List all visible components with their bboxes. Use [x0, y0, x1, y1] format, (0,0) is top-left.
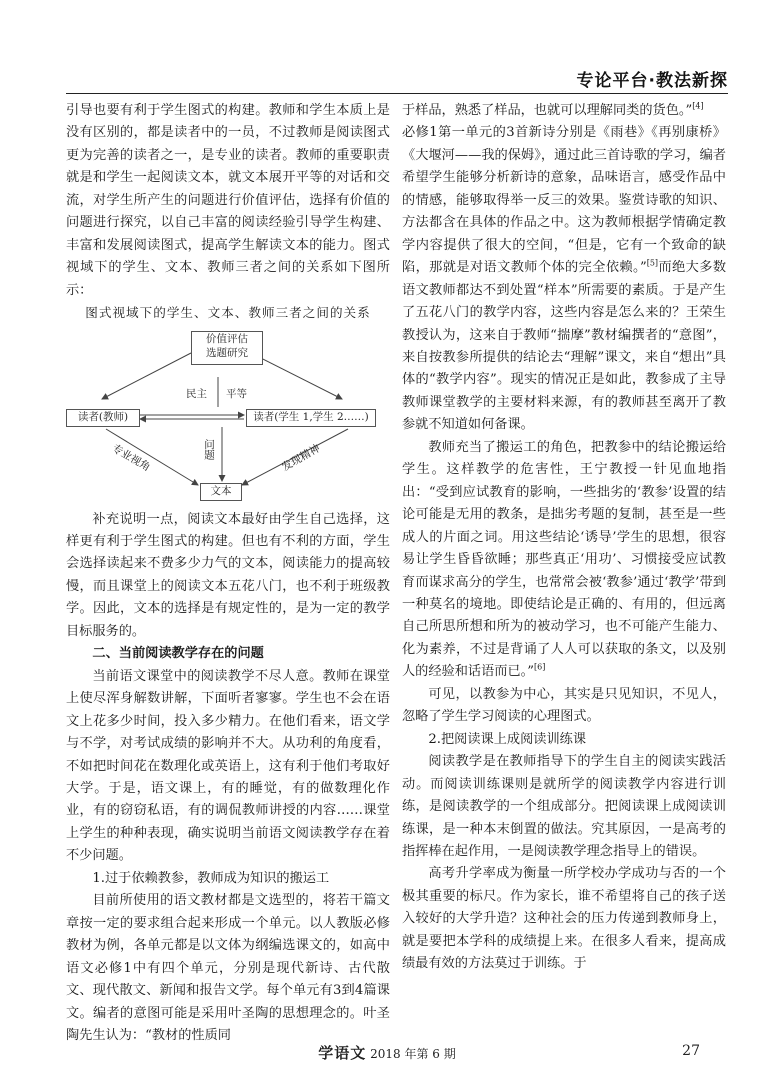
diagram-label-discovery-spirit: 发现精神	[279, 441, 323, 474]
text-run: 于样品，熟悉了样品，也就可以理解同类的货色。”	[402, 103, 693, 118]
diagram-label-equality: 平等	[226, 387, 247, 400]
figure-caption: 图式视域下的学生、文本、教师三者之间的关系	[85, 305, 371, 321]
diagram-label-problem: 问题	[203, 438, 215, 460]
left-column	[66, 100, 390, 1047]
page-number: 27	[682, 1043, 700, 1059]
paragraph: 目前所使用的语文教材都是文选型的，将若干篇文章按一定的要求组合起来形成一个单元。以人教版必修教材为例，各单元都是以文体为纲编选课文的，如高中语文必修1中有四个单元，分别是现代新诗、古代散文、现代散文、新闻和报告文学。每个单元有3到4篇课文。编者的意图可能是采用叶圣陶的思想理念的。叶圣陶先生认为：“教材的性质同	[66, 893, 390, 1043]
subsection-heading: 1.过于依赖教参，教师成为知识的搬运工	[92, 870, 330, 886]
footer	[0, 1042, 774, 1063]
paragraph	[402, 100, 726, 437]
text-run: 教师充当了搬运工的角色，把教参中的结论搬运给学生。这样教学的危害性，王宁教授一针见血地指出：“受到应试教育的影响，一些拙劣的‘教参’设置的结论可能是无用的教条，是拙劣考题的复制，甚至是一些成人的片面之词。用这些结论‘诱导’学生的思想，很容易让学生昏昏欲睡；那些真正‘用功’、习惯接受应试教育而谋求高分的学生，也常常会被‘教参’通过‘教学’带到一种莫名的境地。即使结论是正确的、有用的，但远离自己所思所想和所为的被动学习，也不可能产生能力、化为素养，不过是背诵了人人可以获取的条文，以及别人的经验和话语而已。”	[402, 439, 726, 680]
paragraph	[402, 437, 726, 684]
diagram-box-bottom: 文本	[200, 483, 242, 501]
paragraph: 可见，以教参为中心，其实是只见知识，不见人，忽略了学生学习阅读的心理图式。	[402, 686, 726, 725]
paragraph: 阅读教学是在教师指导下的学生自主的阅读实践活动。而阅读训练课则是就所学的阅读教学内容进行训练，是阅读教学的一个组成部分。把阅读课上成阅读训练课，是一种本末倒置的做法。究其原因，一是高考的指挥棒在起作用，一是阅读教学理念指导上的错误。	[402, 754, 726, 859]
diagram-box-left: 读者(教师)	[66, 409, 140, 427]
diagram-label: 价值评估	[206, 332, 248, 345]
header-rule	[66, 93, 728, 94]
right-column	[402, 100, 726, 976]
issue-info: 2018 年第 6 期	[370, 1047, 456, 1061]
text-run: 而绝大多数语文教师都达不到处置“样本”所需要的素质。于是产生了五花八门的教学内容，这些内容是怎么来的？王荣生教授认为，这来自于教师“揣摩”教材编撰者的“意图”，来自按教参所提供的结论去“理解”课文，来自“想出”具体的“教学内容”。现实的情况正是如此，教参成了主导教师课堂教学的主要材料来源，有的教师甚至离开了教参就不知道如何备课。	[402, 260, 727, 433]
running-header: 专论平台·教法新探	[576, 71, 728, 91]
diagram-label-professional-view: 专业视角	[109, 441, 153, 474]
section-heading: 二、当前阅读教学存在的问题	[92, 646, 264, 662]
citation: [4]	[692, 101, 704, 111]
diagram-box-top	[191, 331, 263, 365]
text-run: 必修1第一单元的3首新诗分别是《雨巷》《再别康桥》《大堰河——我的保姆》，通过此三首诗歌的学习，编者希望学生能够分析新诗的意象，品味语言，感受作品中的情感，能够取得举一反三的效果。鉴赏诗歌的知识、方法都含在具体的作品之中。这为教师根据学情确定教学内容提供了很大的空间，“但是，它有一个致命的缺陷，那就是对语文教师个体的完全依赖。”	[402, 125, 726, 276]
paragraph: 引导也要有利于学生图式的构建。教师和学生本质上是没有区别的，都是读者中的一员，不过教师是阅读图式更为完善的读者之一，是专业的读者。教师的重要职责就是和学生一起阅读文本，就文本展开平等的对话和交流，对学生所产生的问题进行价值评估，选择有价值的问题进行探究，以自己丰富的阅读经验引导学生构建、丰富和发展阅读图式，提高学生解读文本的能力。图式视域下的学生、文本、教师三者之间的关系如下图所示：	[66, 103, 390, 298]
diagram-box-right: 读者(学生 1,学生 2……)	[246, 409, 376, 427]
journal-name: 学语文	[318, 1044, 367, 1062]
paragraph: 补充说明一点，阅读文本最好由学生自己选择，这样更有利于学生图式的构建。但也有不利的方面，学生会选择读起来不费多少力气的文本，阅读能力的提高较慢，而且课堂上的阅读文本五花八门，也不利于班级教学。因此，文本的选择是有规定性的，是为一定的教学目标服务的。	[66, 511, 390, 639]
diagram-label: 选题研究	[206, 346, 248, 359]
subsection-heading: 2.把阅读课上成阅读训练课	[428, 731, 587, 747]
paragraph: 当前语文课堂中的阅读教学不尽人意。教师在课堂上使尽浑身解数讲解，下面听者寥寥。学生也不会在语文上花多少时间，投入多少精力。在他们看来，语文学与不学，对考试成绩的影响并不大。从功利的角度看，不如把时间花在数理化或英语上，这有利于他们考取好大学。于是，语文课上，有的睡觉，有的做数理化作业，有的窃窃私语，有的调侃教师讲授的内容……课堂上学生的种种表现，确实说明当前语文阅读教学存在着不少问题。	[66, 668, 390, 864]
relationship-diagram	[66, 329, 390, 501]
diagram-label-democracy: 民主	[186, 387, 207, 400]
paragraph: 高考升学率成为衡量一所学校办学成功与否的一个极其重要的标尺。作为家长，谁不希望将自己的孩子送入较好的大学升造？这种社会的压力传递到教师身上，就是要把本学科的成绩提上来。在很多人看来，提高成绩最有效的方法莫过于训练。于	[402, 866, 726, 972]
citation: [6]	[534, 662, 546, 672]
citation: [5]	[646, 258, 659, 268]
